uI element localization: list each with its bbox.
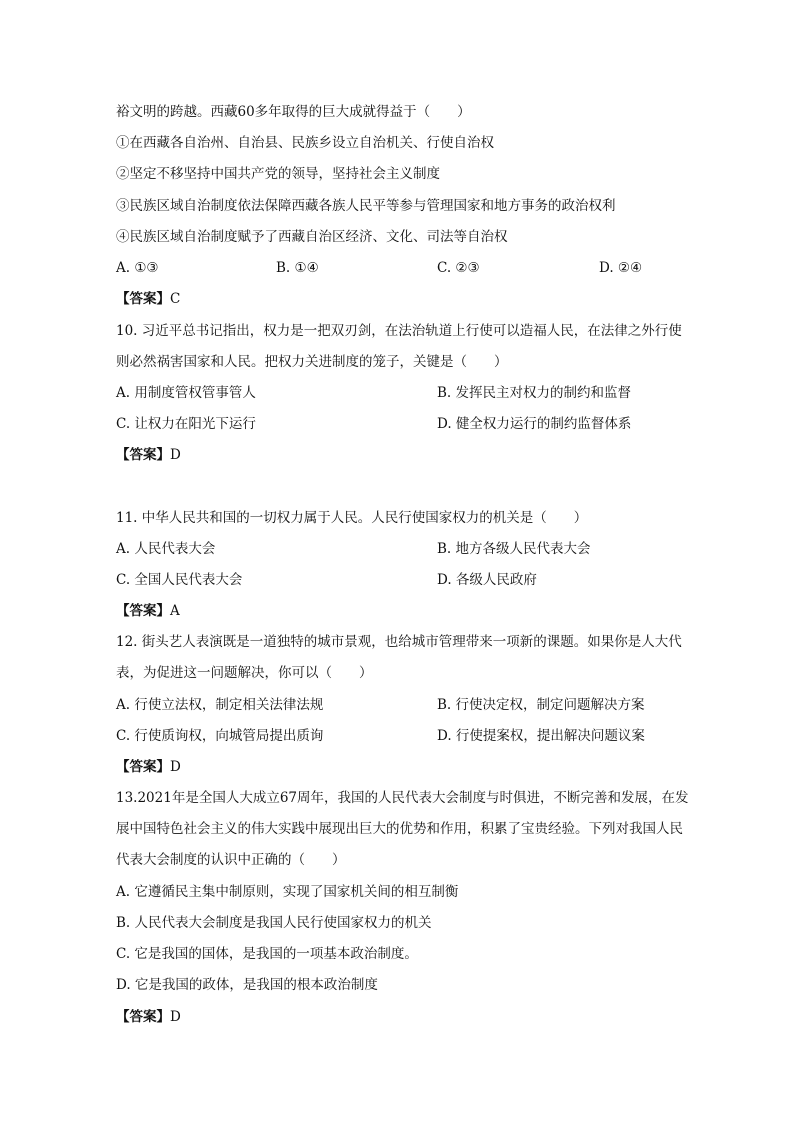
answer-value: C xyxy=(170,291,181,307)
question-12-answer xyxy=(116,757,181,777)
question-13-option-a: A. 它遵循民主集中制原则，实现了国家机关间的相互制衡 xyxy=(116,884,459,900)
question-13-stem-line-3: 代表大会制度的认识中正确的（ ） xyxy=(116,852,346,868)
question-12-stem-line-2: 表，为促进这一问题解决，你可以（ ） xyxy=(116,665,373,681)
answer-label: 【答案】 xyxy=(116,447,170,463)
question-9-item-3: ③民族区域自治制度依法保障西藏各族人民平等参与管理国家和地方事务的政治权利 xyxy=(116,198,616,214)
question-13-option-b: B. 人民代表大会制度是我国人民行使国家权力的机关 xyxy=(116,915,432,931)
question-12-option-b: B. 行使决定权，制定问题解决方案 xyxy=(437,697,645,713)
answer-value: D xyxy=(170,759,181,775)
question-9-item-2: ②坚定不移坚持中国共产党的领导，坚持社会主义制度 xyxy=(116,166,440,182)
question-10-stem-line-2: 则必然祸害国家和人民。把权力关进制度的笼子，关键是（ ） xyxy=(116,354,508,370)
question-11-option-a: A. 人民代表大会 xyxy=(116,541,216,557)
question-9-item-4: ④民族区域自治制度赋予了西藏自治区经济、文化、司法等自治权 xyxy=(116,229,508,245)
question-12-option-d: D. 行使提案权，提出解决问题议案 xyxy=(437,728,645,744)
question-13-answer xyxy=(116,1007,181,1027)
answer-label: 【答案】 xyxy=(116,1009,170,1025)
question-9-stem: 裕文明的跨越。西藏60多年取得的巨大成就得益于（ ） xyxy=(116,104,471,120)
question-9-option-a: A. ①③ xyxy=(116,260,159,276)
question-10-option-a: A. 用制度管权管事管人 xyxy=(116,385,256,401)
question-11-option-d: D. 各级人民政府 xyxy=(437,572,537,588)
question-13-option-d: D. 它是我国的政体，是我国的根本政治制度 xyxy=(116,977,378,993)
answer-value: D xyxy=(170,1009,181,1025)
question-9-option-b: B. ①④ xyxy=(276,260,319,276)
question-9-option-c: C. ②③ xyxy=(437,260,480,276)
question-13-stem-line-1: 13.2021年是全国人大成立67周年，我国的人民代表大会制度与时俱进，不断完善和发展，在发 xyxy=(116,790,689,806)
answer-value: A xyxy=(170,603,180,619)
answer-label: 【答案】 xyxy=(116,291,170,307)
question-13-stem-line-2: 展中国特色社会主义的伟大实践中展现出巨大的优势和作用，积累了宝贵经验。下列对我国人民 xyxy=(116,821,683,837)
question-12-option-a: A. 行使立法权，制定相关法律法规 xyxy=(116,697,324,713)
question-11-stem: 11. 中华人民共和国的一切权力属于人民。人民行使国家权力的机关是（ ） xyxy=(116,510,588,526)
question-11-option-c: C. 全国人民代表大会 xyxy=(116,572,243,588)
question-10-option-d: D. 健全权力运行的制约监督体系 xyxy=(437,416,632,432)
question-10-option-c: C. 让权力在阳光下运行 xyxy=(116,416,256,432)
question-10-answer xyxy=(116,445,181,465)
question-12-option-c: C. 行使质询权，向城管局提出质询 xyxy=(116,728,324,744)
answer-value: D xyxy=(170,447,181,463)
question-10-option-b: B. 发挥民主对权力的制约和监督 xyxy=(437,385,632,401)
question-12-stem-line-1: 12. 街头艺人表演既是一道独特的城市景观，也给城市管理带来一项新的课题。如果你是人大代 xyxy=(116,634,682,650)
question-11-answer xyxy=(116,601,180,621)
question-9-item-1: ①在西藏各自治州、自治县、民族乡设立自治机关、行使自治权 xyxy=(116,135,494,151)
question-13-option-c: C. 它是我国的国体，是我国的一项基本政治制度。 xyxy=(116,946,418,962)
question-9-option-d: D. ②④ xyxy=(599,260,643,276)
answer-label: 【答案】 xyxy=(116,603,170,619)
question-10-stem-line-1: 10. 习近平总书记指出，权力是一把双刃剑，在法治轨道上行使可以造福人民，在法律之外行使 xyxy=(116,323,682,339)
question-9-answer xyxy=(116,289,180,309)
question-11-option-b: B. 地方各级人民代表大会 xyxy=(437,541,591,557)
answer-label: 【答案】 xyxy=(116,759,170,775)
